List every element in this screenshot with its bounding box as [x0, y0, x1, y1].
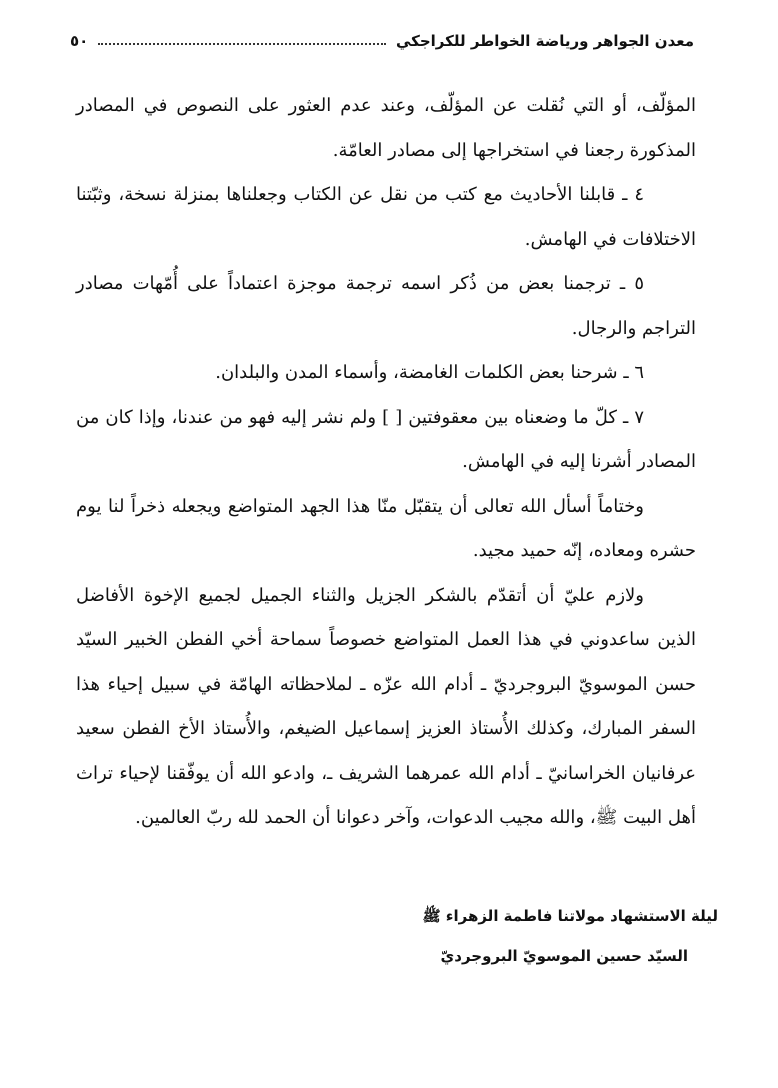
paragraph-item-4: ٤ ـ قابلنا الأحاديث مع كتب من نقل عن الكتاب وجعلناها بمنزلة نسخة، وثبّتنا الاختلافات في الهامش.	[76, 184, 696, 250]
signature-author: السيّد حسين الموسويّ البروجرديّ	[440, 947, 688, 965]
paragraph-item-5: ٥ ـ ترجمنا بعض من ذُكر اسمه ترجمة موجزة اعتماداً على أُمّهات مصادر التراجم والرجال.	[76, 273, 696, 339]
main-text	[76, 84, 696, 841]
paragraph-acknowledgements: ولازم عليّ أن أتقدّم بالشكر الجزيل والثناء الجميل لجميع الإخوة الأفاضل الذين ساعدوني في هذا العمل المتواضع خصوصاً سماحة أخي الفطن الخبير السيّد حسن الموسويّ البروجرديّ ـ أدام الله عزّه ـ لملاحظاته الهامّة في سبيل إحياء هذا السفر المبارك، وكذلك الأُستاذ العزيز إسماعيل الضيغم، والأُستاذ الأخ الفطن سعيد عرفانيان الخراسانيّ ـ أدام الله عمرهما الشريف ـ، وادعو الله أن يوفّقنا لإحياء تراث أهل البيت ﷺ، والله مجيب الدعوات، وآخر دعوانا أن الحمد لله ربّ العالمين.	[76, 584, 696, 828]
paragraph-closing: وختاماً أسأل الله تعالى أن يتقبّل منّا هذا الجهد المتواضع ويجعله ذخراً لنا يوم حشره ومعاده، إنّه حميد مجيد.	[76, 495, 696, 561]
signature-block	[300, 896, 718, 976]
paragraph-item-6: ٦ ـ شرحنا بعض الكلمات الغامضة، وأسماء المدن والبلدان.	[215, 362, 644, 383]
book-title: معدن الجواهر ورياضة الخواطر للكراجكي	[395, 32, 694, 50]
running-header	[70, 26, 694, 56]
header-dot-leader	[98, 43, 386, 45]
signature-date: ليلة الاستشهاد مولاتنا فاطمة الزهراء ﷺ	[422, 907, 718, 925]
paragraph-continuation: المؤلّف، أو التي نُقلت عن المؤلّف، وعند عدم العثور على النصوص في المصادر المذكورة رجعنا في استخراجها إلى مصادر العامّة.	[76, 95, 696, 161]
paragraph-item-7: ٧ ـ كلّ ما وضعناه بين معقوفتين [ ] ولم نشر إليه فهو من عندنا، وإذا كان من المصادر أشرنا إليه في الهامش.	[76, 406, 696, 472]
page-number: ٥٠	[70, 32, 89, 50]
